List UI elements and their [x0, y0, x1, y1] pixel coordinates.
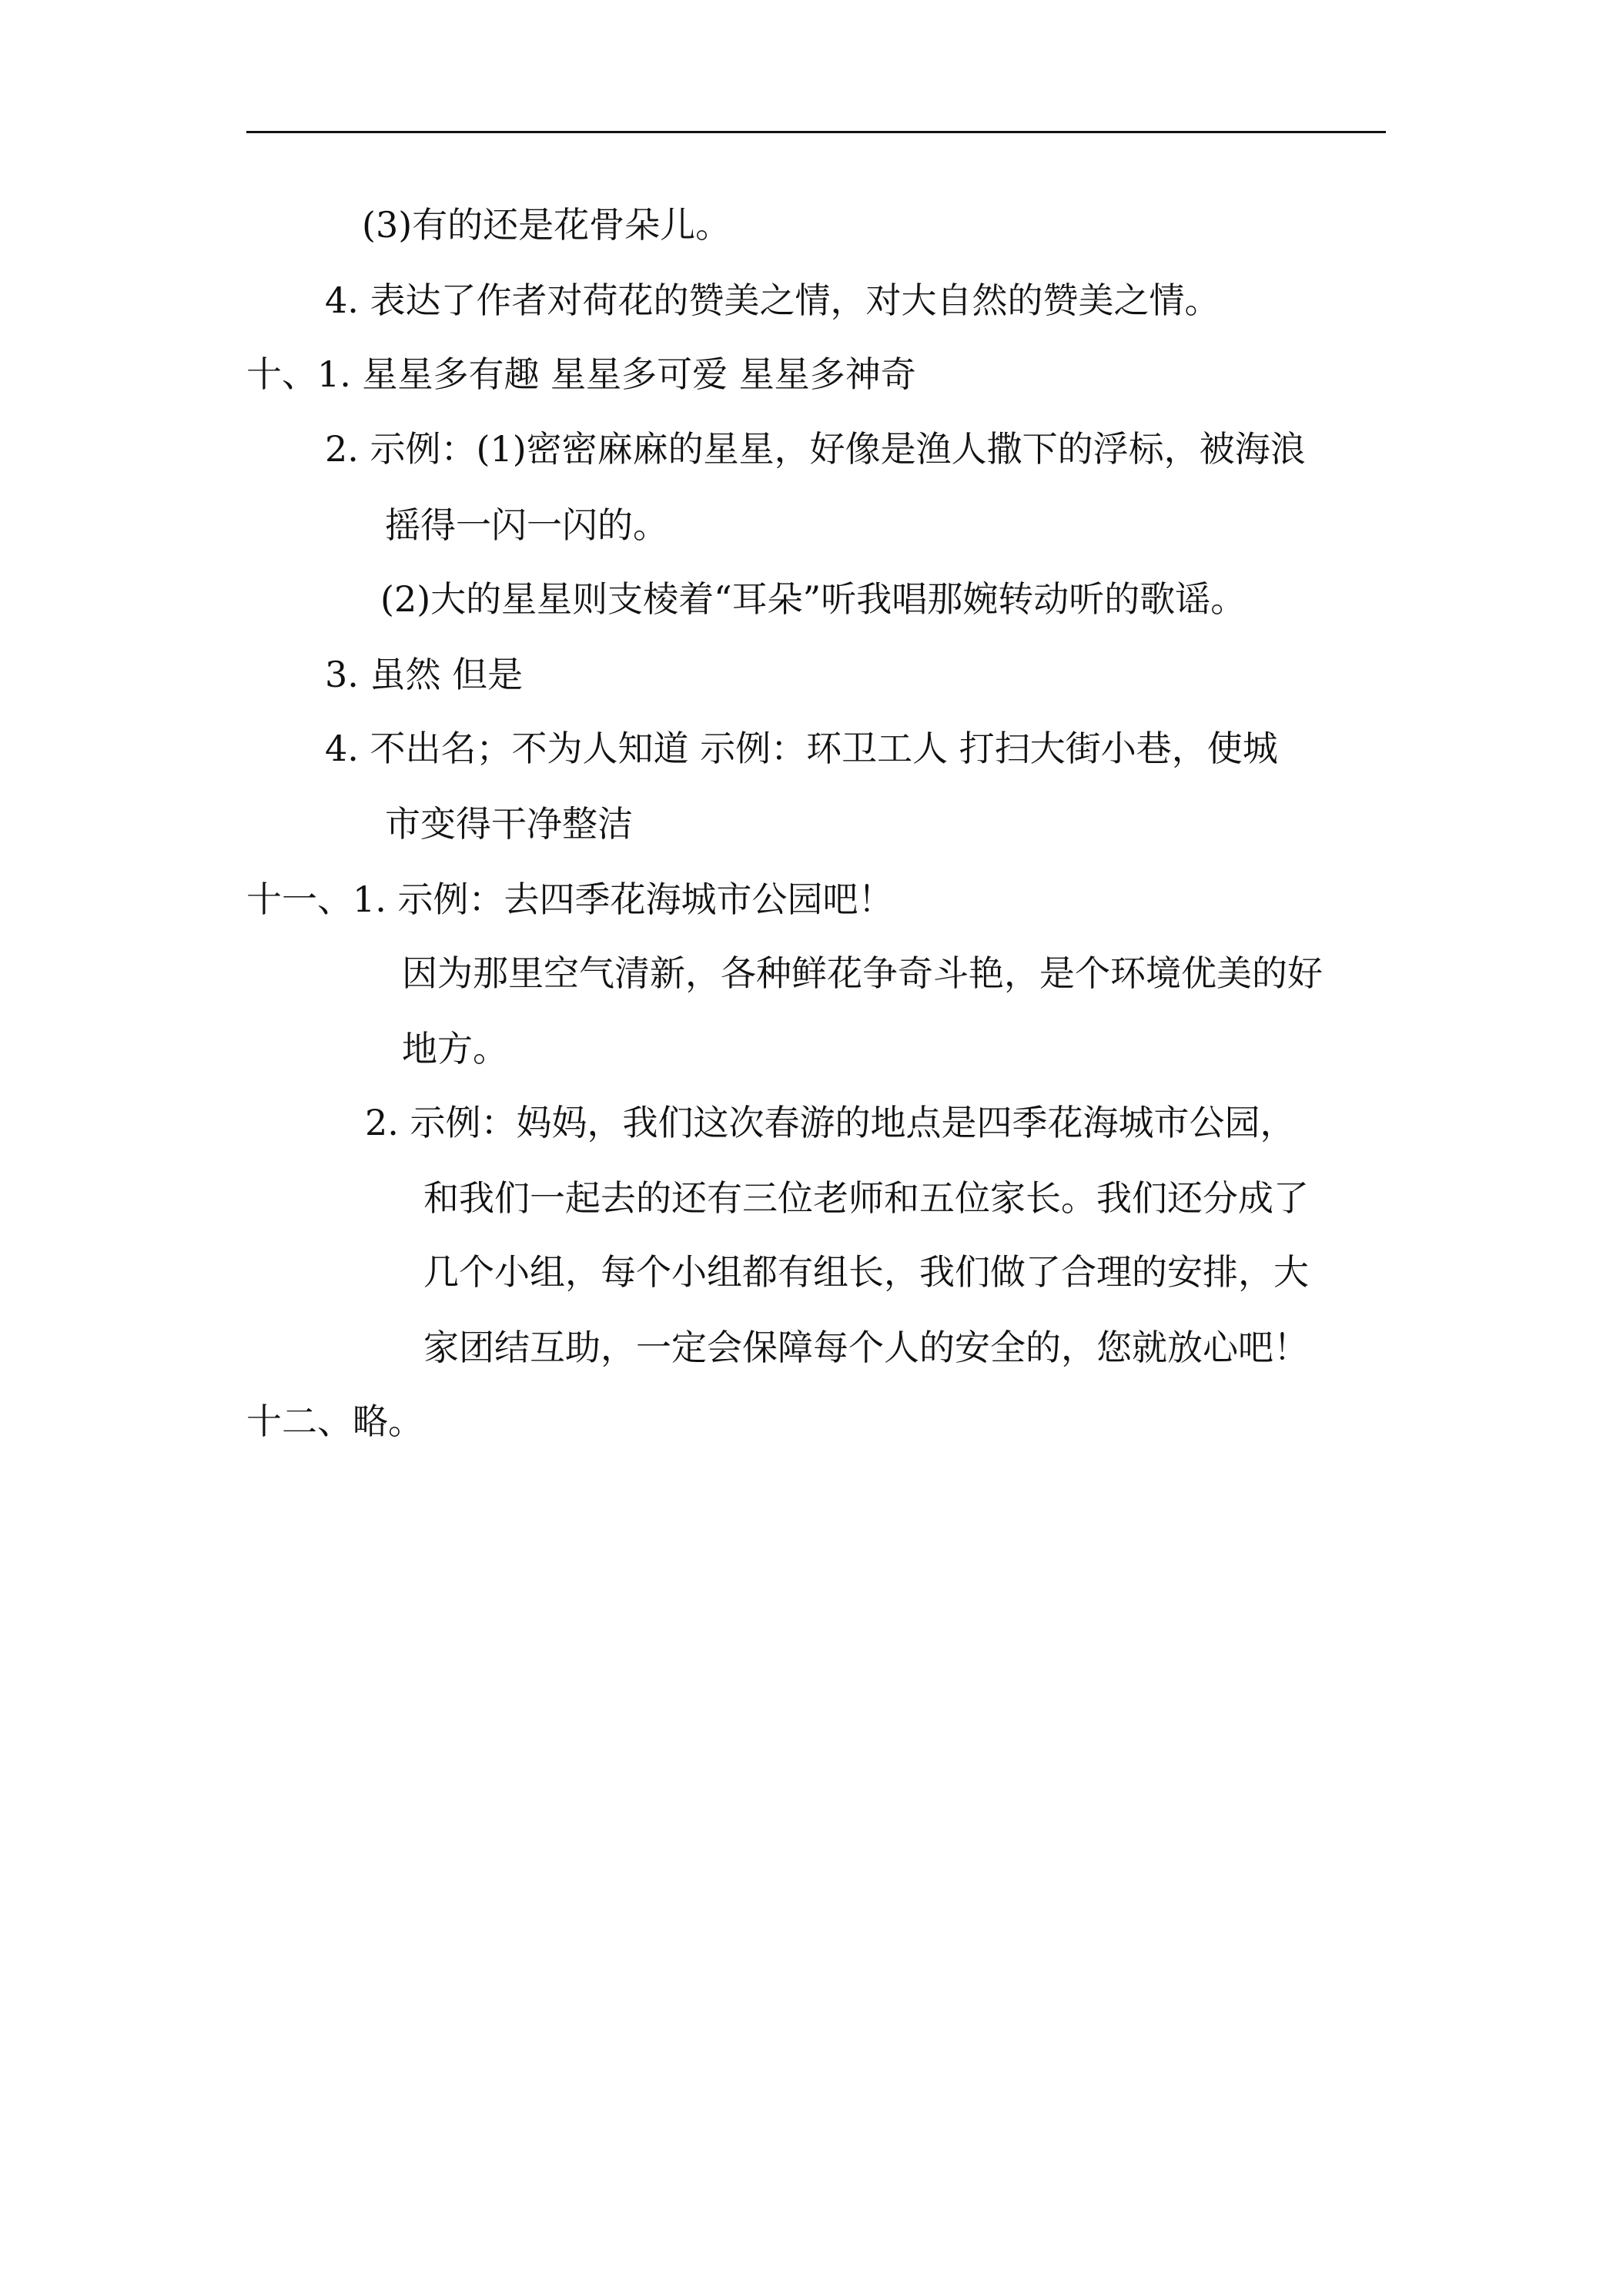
- answer-line: 市变得干净整洁: [385, 803, 633, 845]
- answer-line: 4. 不出名；不为人知道 示例：环卫工人 打扫大街小巷，使城: [325, 728, 1278, 769]
- section-heading-10: 十、1. 星星多有趣 星星多可爱 星星多神奇: [246, 353, 916, 395]
- answer-line: 3. 虽然 但是: [325, 654, 524, 695]
- answer-line: 因为那里空气清新，各种鲜花争奇斗艳，是个环境优美的好: [402, 952, 1323, 994]
- answer-line: 地方。: [402, 1028, 508, 1069]
- header-rule: [246, 131, 1386, 133]
- answer-line: 几个小组，每个小组都有组长，我们做了合理的安排，大: [423, 1251, 1309, 1293]
- answer-line: 和我们一起去的还有三位老师和五位家长。我们还分成了: [423, 1177, 1309, 1219]
- answer-line: 家团结互助，一定会保障每个人的安全的，您就放心吧！: [423, 1327, 1309, 1368]
- answer-line: 摇得一闪一闪的。: [385, 504, 668, 546]
- section-heading-11: 十一、1. 示例：去四季花海城市公园吧！: [246, 879, 894, 920]
- answer-line: (3)有的还是花骨朵儿。: [362, 204, 731, 246]
- answer-line: 2. 示例：妈妈，我们这次春游的地点是四季花海城市公园，: [365, 1102, 1296, 1143]
- section-heading-12: 十二、略。: [246, 1401, 423, 1442]
- answer-line: (2)大的星星则支棱着“耳朵”听我唱那婉转动听的歌谣。: [380, 578, 1247, 620]
- answer-line: 4. 表达了作者对荷花的赞美之情，对大自然的赞美之情。: [325, 279, 1220, 321]
- answer-line: 2. 示例：(1)密密麻麻的星星，好像是渔人撒下的浮标，被海浪: [325, 428, 1306, 470]
